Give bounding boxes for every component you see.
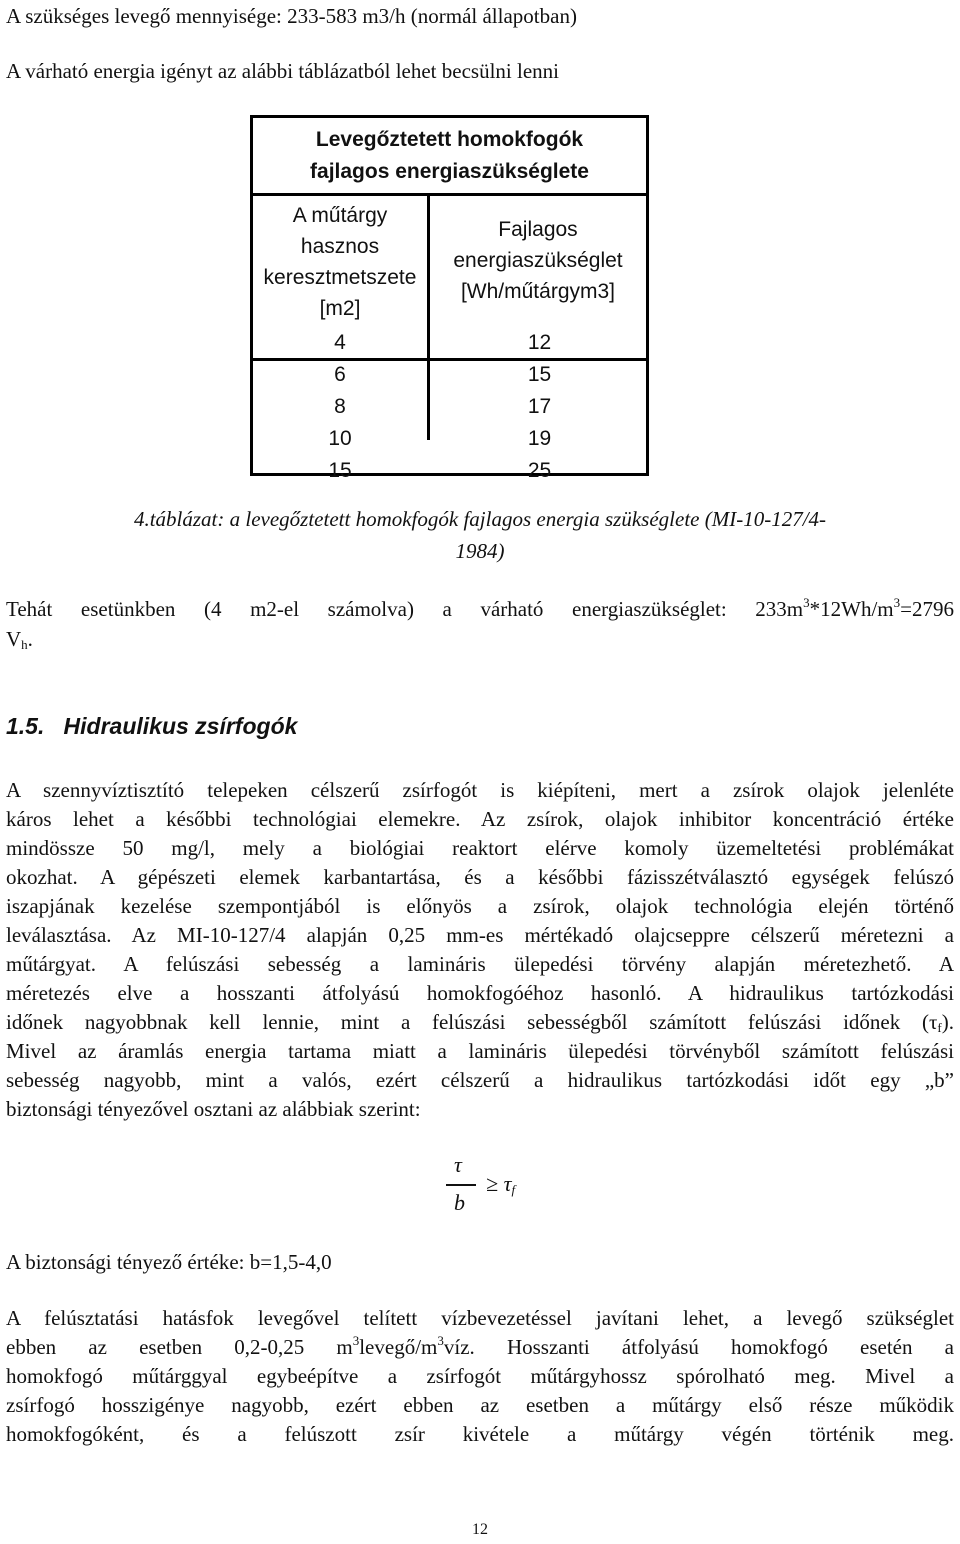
paragraph-line: sebesség nagyobb, mint a valós, ezért célszerű a hidraulikus tartózkodási időt egy „b” <box>6 1068 954 1092</box>
para2-sup-2: 3 <box>437 1333 444 1348</box>
cell-energy: 17 <box>527 395 552 418</box>
paragraph-line: leválasztása. Az MI-10-127/4 alapján 0,25 mm-es mértékadó olajcseppre célszerű méretezni a <box>6 923 954 947</box>
para2-text-c: víz. Hosszanti átfolyású homokfogó esetén a <box>443 1335 954 1359</box>
table-row <box>253 391 646 423</box>
cell-energy: 15 <box>527 363 552 386</box>
cell-area: 4 <box>334 331 346 354</box>
result-text-c: =2796 <box>900 597 954 621</box>
cell-energy: 25 <box>527 459 552 482</box>
paragraph-line-tau <box>6 1008 954 1037</box>
paragraph-2-line: homokfogóként, és a felúszott zsír kivétele a műtárgy végén történik meg. <box>6 1422 954 1446</box>
paragraph-line: méretezés elve a hosszanti átfolyású homokfogóéhoz hasonló. A hidraulikus tartózkodási <box>6 981 954 1005</box>
table-row <box>253 359 646 391</box>
paragraph-line: iszapjának kezelése szempontjából is előnyös a zsírok, olajok technológia elején történő <box>6 894 954 918</box>
table-title-line-1: Levegőztetett homokfogók <box>315 128 584 151</box>
paragraph-2-line: A felúsztatási hatásfok levegővel telített vízbevezetéssel javítani lehet, a levegő szükséglet <box>6 1306 954 1330</box>
intro-line-2: A várható energia igényt az alábbi táblázatból lehet becsülni lenni <box>6 59 559 83</box>
cell-energy: 12 <box>527 331 552 354</box>
formula-numerator: τ <box>454 1152 462 1177</box>
formula-rhs-text: ≥ τ <box>486 1171 512 1196</box>
column-header-area-line-3: keresztmetszete <box>263 266 417 289</box>
paragraph-line: műtárgyat. A felúszási sebesség a lamináris ülepedési törvény alapján méretezhető. A <box>6 952 954 976</box>
cell-energy: 19 <box>527 427 552 450</box>
table-caption-line-2: 1984) <box>455 539 505 563</box>
cell-area: 10 <box>328 427 352 450</box>
table-row <box>253 327 646 359</box>
paragraph-line: A szennyvíztisztító telepeken célszerű zsírfogót is kiépíteni, mert a zsírok olajok jelenléte <box>6 778 954 802</box>
cell-area: 6 <box>334 363 346 386</box>
paragraph-2-line: homokfogó műtárggyal egybeépítve a zsírfogót műtárgyhossz spórolható meg. Mivel a <box>6 1364 954 1388</box>
column-header-energy-line-3: [Wh/műtárgym3] <box>460 280 616 303</box>
column-header-area-line-1: A műtárgy <box>292 204 388 227</box>
table-caption-line-1: 4.táblázat: a levegőztetett homokfogók fajlagos energia szükséglete (MI-10-127/4- <box>133 507 827 531</box>
cell-area: 15 <box>328 459 352 482</box>
intro-line-1: A szükséges levegő mennyisége: 233-583 m3/h (normál állapotban) <box>6 4 577 28</box>
result-v-sub: h <box>21 637 28 652</box>
section-heading: 1.5. Hidraulikus zsírfogók <box>6 713 298 739</box>
energy-table <box>250 115 649 482</box>
para2-sup-1: 3 <box>352 1333 360 1348</box>
safety-formula <box>446 1150 536 1230</box>
result-text-b: *12Wh/m <box>809 597 894 621</box>
paragraph-line: okozhat. A gépészeti elemek karbantartása, és a későbbi fázisszétválasztó egységek felúszó <box>6 865 954 889</box>
paragraph-2-line-units <box>6 1333 954 1362</box>
result-sup-1: 3 <box>803 595 810 610</box>
result-line-2 <box>6 625 33 654</box>
column-header-area-line-2: hasznos <box>300 235 380 258</box>
paragraph-line: Mivel az áramlás energia tartama miatt a lamináris ülepedési törvényből számított felúszási <box>6 1039 954 1063</box>
table-title <box>253 118 646 196</box>
paragraph-line-last: biztonsági tényezővel osztani az alábbiak szerint: <box>6 1097 421 1121</box>
paragraph-line: káros lehet a későbbi technológiai elemekre. Az zsírok, olajok inhibitor koncentráció értéke <box>6 807 954 831</box>
para2-text-a: ebben az esetben 0,2-0,25 m <box>6 1335 353 1359</box>
result-text-a: Tehát esetünkben (4 m2-el számolva) a várható energiaszükséglet: 233m <box>6 597 804 621</box>
result-v: V <box>6 627 22 651</box>
result-line-1 <box>6 595 954 624</box>
table-row <box>253 455 646 487</box>
table-title-line-2: fajlagos energiaszükséglete <box>310 160 589 183</box>
column-header-energy-line-2: energiaszükséglet <box>453 249 623 272</box>
formula-rhs-sub: f <box>511 1182 516 1197</box>
table-row <box>253 423 646 455</box>
column-header-energy-line-1: Fajlagos <box>498 218 578 241</box>
para2-text-b: levegő/m <box>359 1335 438 1359</box>
tau-line-end: ). <box>941 1010 954 1034</box>
safety-factor-text: A biztonsági tényező értéke: b=1,5-4,0 <box>6 1250 332 1274</box>
result-period: . <box>27 627 33 651</box>
result-sup-2: 3 <box>893 595 901 610</box>
tau-sub: f <box>937 1020 942 1035</box>
column-header-area-line-4: [m2] <box>319 297 361 320</box>
formula-rhs <box>486 1169 515 1198</box>
paragraph-line: mindössze 50 mg/l, mely a biológiai reaktort elérve komoly üzemeltetési problémákat <box>6 836 954 860</box>
page-number: 12 <box>472 1521 488 1538</box>
tau-line-text: időnek nagyobbnak kell lennie, mint a felúszási sebességből számított felúszási időnek (τ <box>6 1010 938 1034</box>
fraction-bar <box>446 1184 476 1186</box>
cell-area: 8 <box>334 395 346 418</box>
paragraph-2-line: zsírfogó hosszigénye nagyobb, ezért ebben az esetben a műtárgy első része működik <box>6 1393 954 1417</box>
formula-denominator: b <box>454 1190 465 1215</box>
